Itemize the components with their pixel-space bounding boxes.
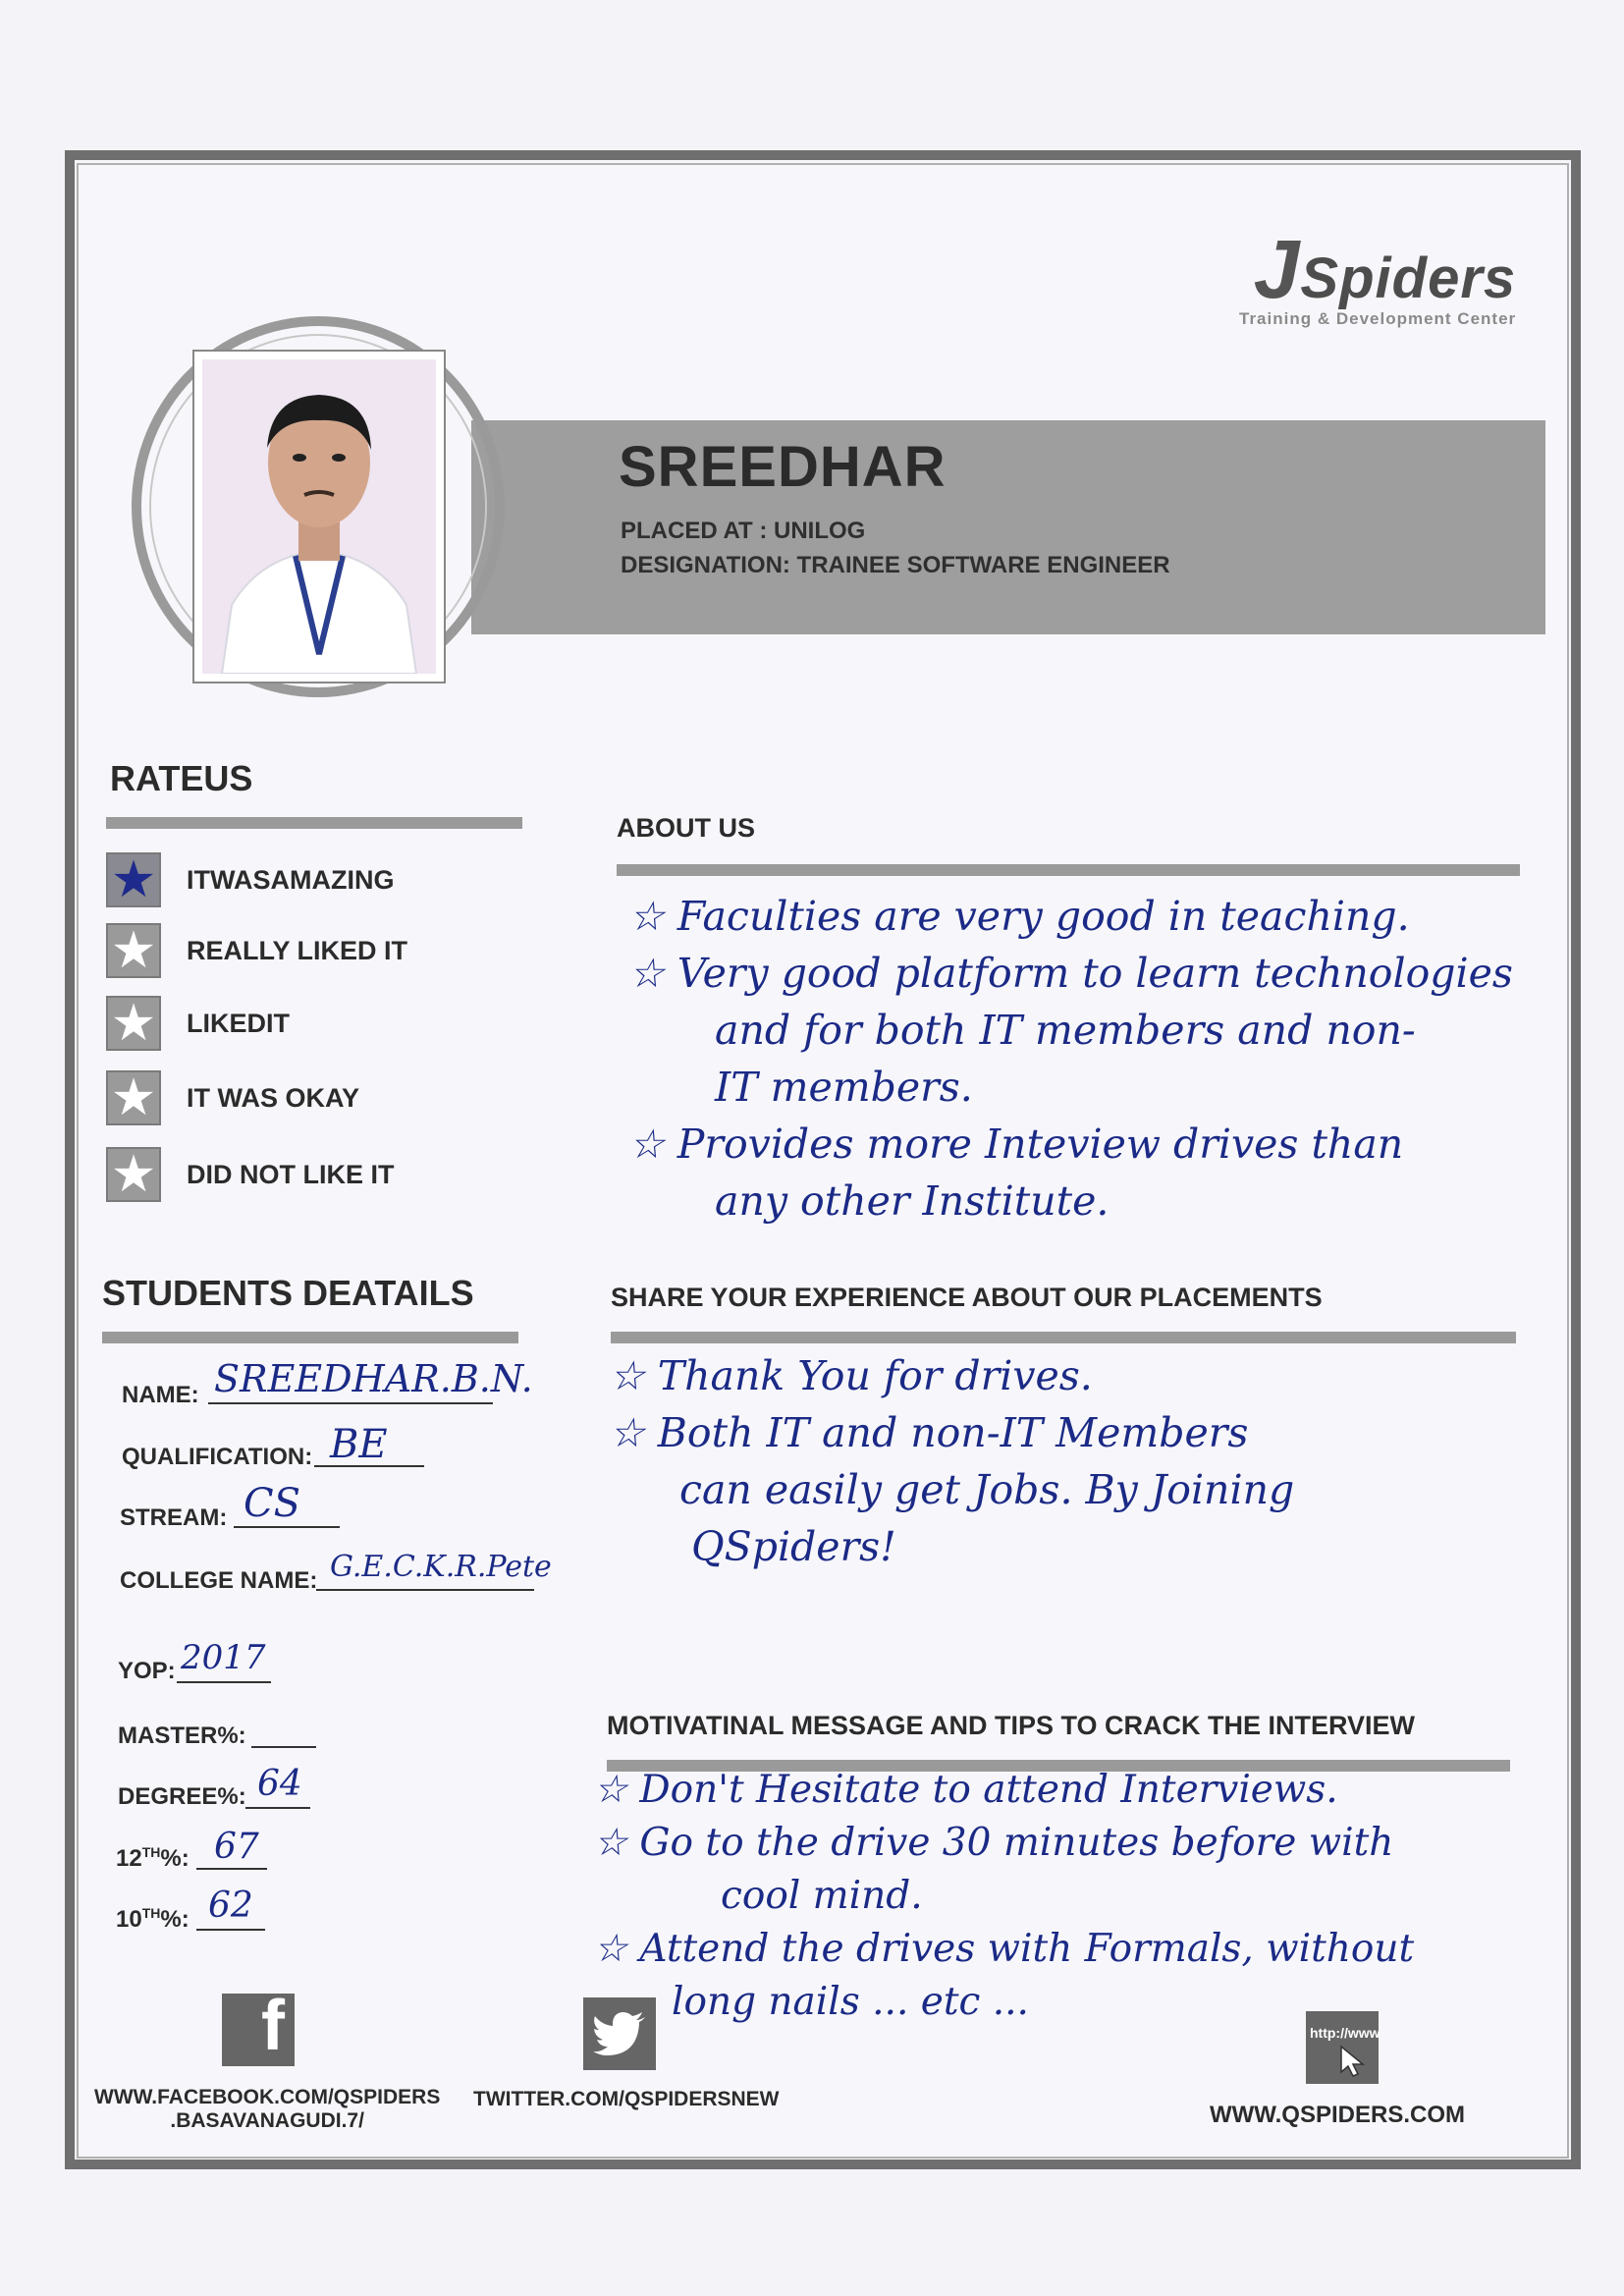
website-link[interactable]: WWW.QSPIDERS.COM	[1210, 2102, 1465, 2128]
rate-divider	[106, 817, 522, 829]
cursor-icon	[1339, 2045, 1369, 2078]
college-label: COLLEGE NAME:	[120, 1567, 318, 1594]
tips-line: ☆ Go to the drive 30 minutes before with	[593, 1821, 1394, 1865]
twitter-bird-icon	[593, 2012, 646, 2055]
degree-value: 64	[257, 1764, 302, 1804]
experience-line: QSpiders!	[691, 1523, 896, 1570]
master-label: MASTER%:	[118, 1722, 246, 1749]
facebook-line1[interactable]: WWW.FACEBOOK.COM/QSPIDERS	[94, 2086, 441, 2108]
name-label: NAME:	[122, 1382, 199, 1408]
about-text	[628, 888, 1513, 1230]
rate-option-label: IT WAS OKAY	[187, 1082, 360, 1113]
designation: DESIGNATION: TRAINEE SOFTWARE ENGINEER	[621, 552, 1170, 578]
star-outline-icon[interactable]: ★	[106, 996, 161, 1051]
star-outline-icon[interactable]: ★	[106, 923, 161, 978]
qualification-value: BE	[330, 1422, 388, 1467]
experience-title: SHARE YOUR EXPERIENCE ABOUT OUR PLACEMENTS	[611, 1283, 1323, 1312]
tips-title: MOTIVATINAL MESSAGE AND TIPS TO CRACK THE INTERVIEW	[607, 1711, 1416, 1740]
experience-line: can easily get Jobs. By Joining	[679, 1466, 1295, 1513]
twitter-link[interactable]: TWITTER.COM/QSPIDERSNEW	[473, 2088, 780, 2110]
tips-line: long nails ... etc ...	[672, 1980, 1029, 2024]
about-title: ABOUT US	[617, 813, 755, 843]
experience-divider	[611, 1332, 1516, 1343]
about-line: ☆ Very good platform to learn technologies	[628, 950, 1513, 997]
tips-line: cool mind.	[721, 1874, 923, 1918]
placed-at: PLACED AT : UNILOG	[621, 518, 866, 544]
name-value: SREEDHAR.B.N.	[214, 1357, 533, 1400]
stream-label: STREAM:	[120, 1504, 228, 1531]
college-value: G.E.C.K.R.Pete	[330, 1550, 552, 1584]
experience-text	[609, 1347, 1294, 1575]
rate-option-label: REALLY LIKED IT	[187, 935, 408, 965]
rate-option[interactable]	[106, 852, 394, 907]
facebook-link[interactable]	[94, 2086, 440, 2133]
stream-value: CS	[244, 1481, 301, 1526]
about-line: any other Institute.	[715, 1177, 1110, 1225]
tenth-label: 10TH%:	[116, 1905, 189, 1933]
student-name-heading: SREEDHAR	[619, 435, 947, 499]
yop-label: YOP:	[118, 1658, 176, 1684]
star-outline-icon[interactable]: ★	[106, 1147, 161, 1202]
tenth-value: 62	[208, 1886, 253, 1926]
rate-option-label: DID NOT LIKE IT	[187, 1159, 395, 1189]
jspiders-logo: JSpiders Training & Development Center	[1239, 223, 1517, 328]
about-divider	[617, 864, 1520, 876]
about-line: ☆ Faculties are very good in teaching.	[628, 893, 1410, 940]
tips-line: ☆ Attend the drives with Formals, without	[593, 1927, 1415, 1971]
rate-title: RATEUS	[110, 758, 253, 798]
student-photo	[192, 350, 446, 683]
facebook-icon[interactable]: f	[222, 1994, 295, 2066]
facebook-line2[interactable]: .BASAVANAGUDI.7/	[170, 2109, 364, 2132]
about-line: IT members.	[715, 1064, 973, 1111]
rate-option-label: ITWASAMAZING	[187, 864, 395, 895]
rate-option[interactable]	[106, 996, 290, 1051]
tips-line: ☆ Don't Hesitate to attend Interviews.	[593, 1768, 1338, 1812]
rate-option[interactable]	[106, 923, 407, 978]
twelfth-value: 67	[214, 1827, 259, 1867]
yop-value: 2017	[181, 1638, 266, 1677]
student-details-title: STUDENTS DEATAILS	[102, 1273, 474, 1313]
rate-option[interactable]	[106, 1070, 359, 1125]
star-outline-icon[interactable]: ★	[106, 1070, 161, 1125]
experience-line: ☆ Thank You for drives.	[609, 1352, 1093, 1399]
experience-line: ☆ Both IT and non-IT Members	[609, 1409, 1249, 1456]
degree-label: DEGREE%:	[118, 1783, 246, 1810]
web-icon[interactable]: http://www	[1306, 2011, 1379, 2084]
rate-option[interactable]	[106, 1147, 395, 1202]
about-line: and for both IT members and non-	[715, 1007, 1416, 1054]
tips-text	[593, 1764, 1414, 2029]
star-filled-icon[interactable]: ★	[106, 852, 161, 907]
about-line: ☆ Provides more Inteview drives than	[628, 1121, 1404, 1168]
master-line	[251, 1709, 316, 1748]
qualification-label: QUALIFICATION:	[122, 1444, 313, 1470]
student-photo-image	[202, 359, 436, 674]
twelfth-label: 12TH%:	[116, 1844, 189, 1872]
rate-option-label: LIKEDIT	[187, 1008, 290, 1038]
student-details-divider	[102, 1332, 518, 1343]
twitter-icon[interactable]	[583, 1997, 656, 2070]
